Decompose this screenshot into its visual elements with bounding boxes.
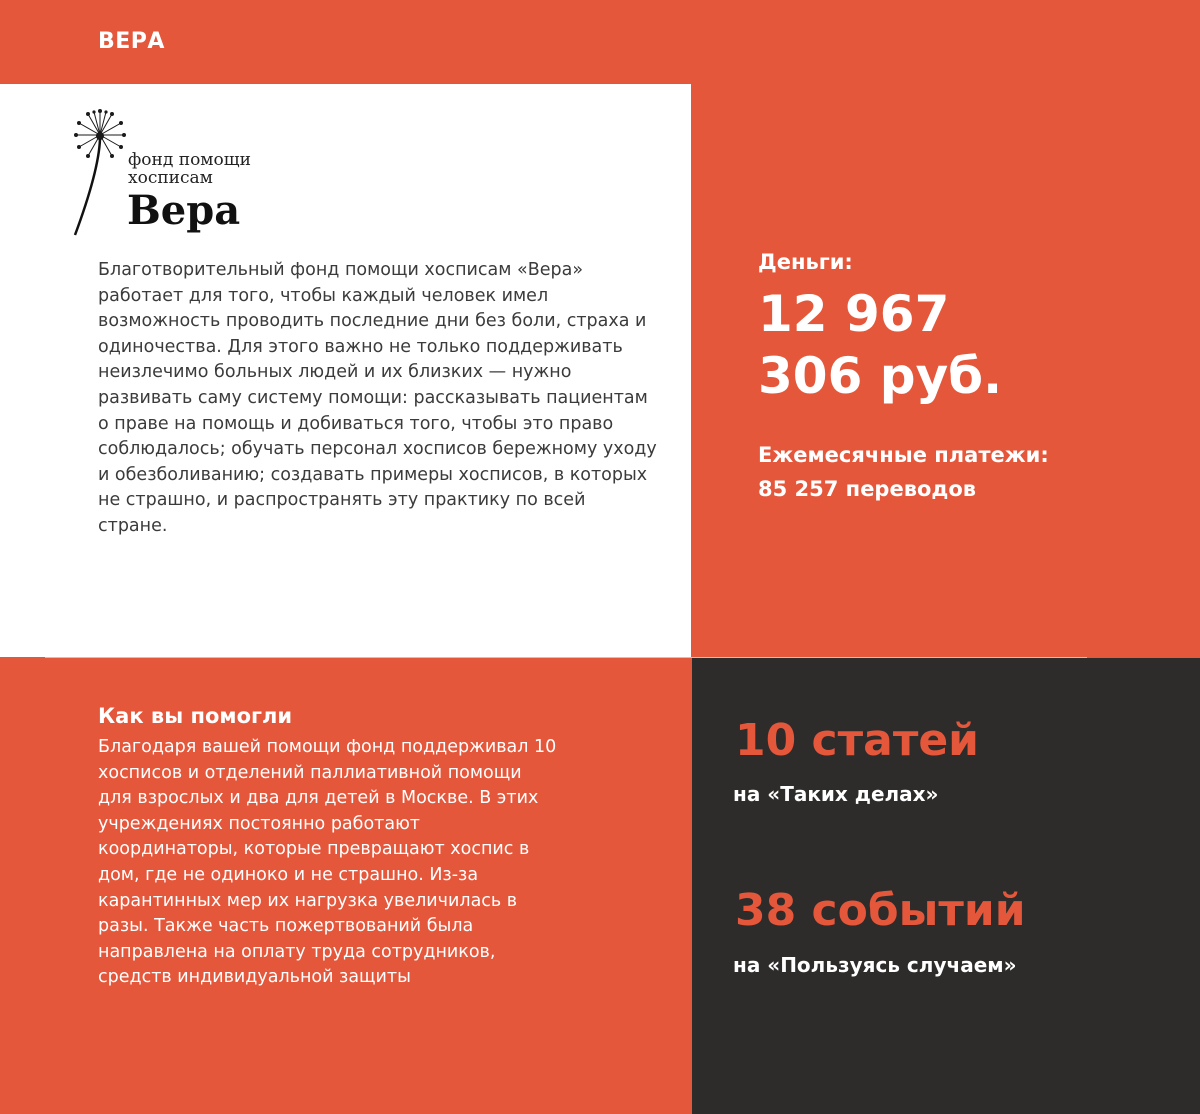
monthly-label: Ежемесячные платежи: [758, 443, 1049, 467]
foundation-logo [70, 105, 270, 240]
stat-articles-value: 10 статей [735, 715, 979, 766]
logo-subtitle-line1: фонд помощи [128, 150, 251, 170]
help-text: Благодаря вашей помощи фонд поддерживал 10 хосписов и отделений паллиативной помощи для взрослых и два для детей в Москве. В этих учреждениях постоянно работают координаторы, которые превращают хоспис в дом, где не одиноко и не страшно. Из-за карантинных мер их нагрузка увеличилась в разы. Также часть пожертвований была направлена на оплату труда сотрудников, средств индивидуальной защиты [98, 737, 557, 988]
help-title: Как вы помогли [98, 704, 293, 728]
money-value: 12 967 306 руб. [758, 285, 1003, 405]
dandelion-icon [70, 105, 130, 240]
header-title: ВЕРА [98, 29, 165, 54]
monthly-value: 85 257 переводов [758, 477, 977, 501]
stat-events-value: 38 событий [735, 885, 1026, 936]
stat-articles-source: на «Таких делах» [733, 782, 939, 806]
money-label: Деньги: [758, 250, 853, 274]
stat-events-source: на «Пользуясь случаем» [733, 953, 1017, 977]
about-text: Благотворительный фонд помощи хосписам «Вера» работает для того, чтобы каждый человек имел возможность проводить последние дни без боли, страха и одиночества. Для этого важно не только поддерживать неизлечимо больных людей и их близких — нужно развивать саму систему помощи: рассказывать пациентам о праве на помощь и добиваться того, чтобы это право соблюдалось; обучать персонал хосписов бережному уходу и обезболиванию; создавать примеры хосписов, в которых не страшно, и распространять эту практику по всей стране. [98, 260, 657, 536]
logo-subtitle-line2: хосписам [128, 168, 213, 188]
logo-name: Вера [127, 187, 241, 234]
